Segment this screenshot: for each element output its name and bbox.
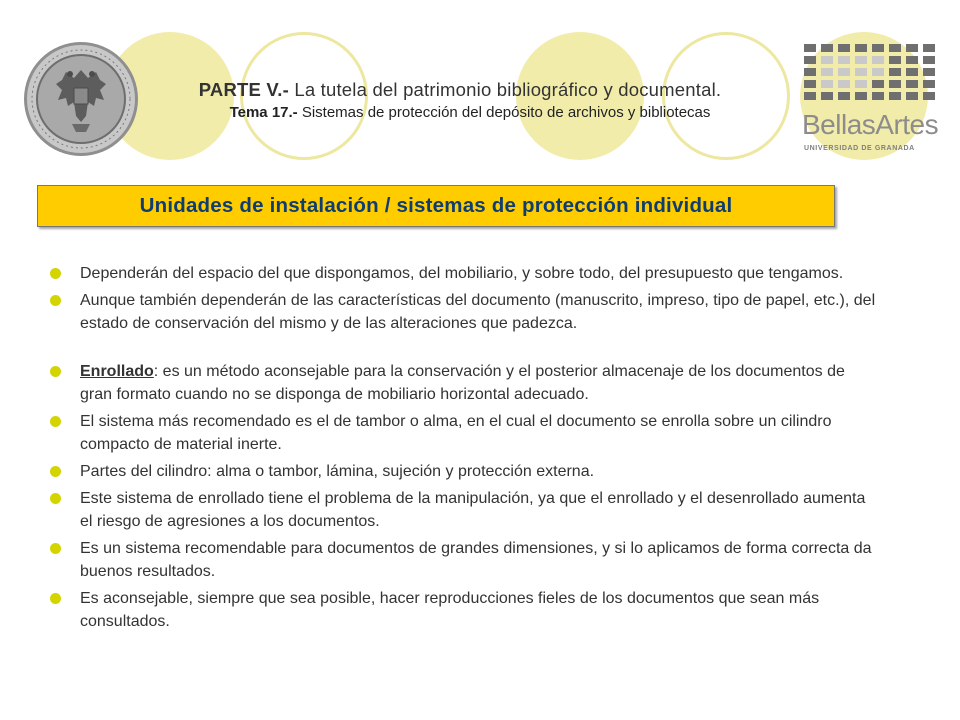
bullet-item bbox=[48, 460, 878, 483]
bullet-dot-icon bbox=[50, 493, 61, 504]
logo-grid-square bbox=[923, 68, 935, 76]
logo-grid-square bbox=[872, 68, 884, 76]
logo-grid-square bbox=[838, 56, 850, 64]
header-title-prefix: PARTE V.- bbox=[198, 79, 289, 100]
bullet-dot-icon bbox=[50, 543, 61, 554]
header-title bbox=[130, 79, 790, 101]
bullet-term: Enrollado bbox=[80, 363, 154, 380]
header-title-text: La tutela del patrimonio bibliográfico y documental. bbox=[288, 79, 722, 100]
section-banner bbox=[37, 185, 835, 227]
bullet-text: Dependerán del espacio del que dispongamos, del mobiliario, y sobre todo, del presupuesto que tengamos. bbox=[80, 265, 844, 282]
logo-grid-square bbox=[855, 92, 867, 100]
bullet-text: Es un sistema recomendable para documentos de grandes dimensiones, y si lo aplicamos de forma correcta da buenos resultados. bbox=[80, 540, 872, 580]
logo-grid-square bbox=[889, 56, 901, 64]
logo-grid-square bbox=[855, 80, 867, 88]
header-subtitle bbox=[130, 104, 810, 121]
logo-grid-square bbox=[821, 68, 833, 76]
logo-grid-square bbox=[906, 80, 918, 88]
logo-grid-square bbox=[872, 56, 884, 64]
bullet-item bbox=[48, 289, 878, 335]
bullet-dot-icon bbox=[50, 366, 61, 377]
bullet-list bbox=[48, 262, 878, 633]
logo-grid-square bbox=[821, 56, 833, 64]
logo-grid-square bbox=[889, 80, 901, 88]
logo-grid-square bbox=[838, 92, 850, 100]
logo-grid-square bbox=[855, 68, 867, 76]
logo-grid-square bbox=[804, 92, 816, 100]
logo-grid-square bbox=[821, 80, 833, 88]
section-banner-title: Unidades de instalación / sistemas de protección individual bbox=[139, 194, 733, 217]
logo-grid-square bbox=[906, 56, 918, 64]
logo-brand-text: BellasArtes bbox=[802, 109, 939, 140]
bullet-dot-icon bbox=[50, 593, 61, 604]
logo-grid-square bbox=[804, 56, 816, 64]
logo-grid-square bbox=[872, 80, 884, 88]
logo-grid-square bbox=[889, 44, 901, 52]
bullet-dot-icon bbox=[50, 416, 61, 427]
bullet-item bbox=[48, 410, 878, 456]
bullet-text: Este sistema de enrollado tiene el problema de la manipulación, ya que el enrollado y el desenrollado aumenta el riesgo de agresiones a los documentos. bbox=[80, 490, 866, 530]
logo-grid-square bbox=[889, 92, 901, 100]
bullet-item bbox=[48, 537, 878, 583]
bullet-dot-icon bbox=[50, 466, 61, 477]
logo-grid-square bbox=[906, 68, 918, 76]
university-seal-icon bbox=[22, 40, 140, 158]
bullet-text: El sistema más recomendado es el de tambor o alma, en el cual el documento se enrolla sobre un cilindro compacto de material inerte. bbox=[80, 413, 832, 453]
logo-tagline-text: UNIVERSIDAD DE GRANADA bbox=[804, 145, 915, 152]
logo-grid-square bbox=[821, 92, 833, 100]
bullet-item bbox=[48, 487, 878, 533]
logo-grid-square bbox=[906, 92, 918, 100]
logo-grid-square bbox=[872, 44, 884, 52]
logo-grid-square bbox=[923, 80, 935, 88]
header-subtitle-text: Sistemas de protección del depósito de archivos y bibliotecas bbox=[297, 104, 711, 121]
logo-grid-square bbox=[855, 44, 867, 52]
bullet-text: Partes del cilindro: alma o tambor, lámina, sujeción y protección externa. bbox=[80, 463, 595, 480]
bullet-dot-icon bbox=[50, 295, 61, 306]
bullet-item bbox=[48, 262, 878, 285]
logo-grid-square bbox=[821, 44, 833, 52]
bullet-dot-icon bbox=[50, 268, 61, 279]
header-subtitle-prefix: Tema 17.- bbox=[229, 104, 298, 121]
logo-grid-square bbox=[923, 44, 935, 52]
logo-grid-square bbox=[923, 92, 935, 100]
logo-grid-square bbox=[804, 44, 816, 52]
logo-grid-square bbox=[923, 56, 935, 64]
logo-grid-square bbox=[855, 56, 867, 64]
logo-grid-square bbox=[872, 92, 884, 100]
logo-grid-square bbox=[906, 44, 918, 52]
logo-grid-square bbox=[889, 68, 901, 76]
bullet-text: Aunque también dependerán de las características del documento (manuscrito, impreso, tipo de papel, etc.), del estado de conservación del mismo y de las alteraciones que padezca. bbox=[80, 292, 876, 332]
logo-grid-square bbox=[838, 68, 850, 76]
logo-grid-square bbox=[804, 80, 816, 88]
bullet-text: Es aconsejable, siempre que sea posible, hacer reproducciones fieles de los documentos que sean más consultados. bbox=[80, 590, 820, 630]
logo-grid-square bbox=[838, 80, 850, 88]
logo-grid-square bbox=[804, 68, 816, 76]
logo-grid-square bbox=[838, 44, 850, 52]
bullet-item bbox=[48, 587, 878, 633]
bullet-text: : es un método aconsejable para la conservación y el posterior almacenaje de los documentos de gran formato cuando no se disponga de mobiliario horizontal adecuado. bbox=[80, 363, 845, 403]
bellasartes-logo bbox=[800, 44, 940, 154]
bullet-item bbox=[48, 360, 878, 406]
